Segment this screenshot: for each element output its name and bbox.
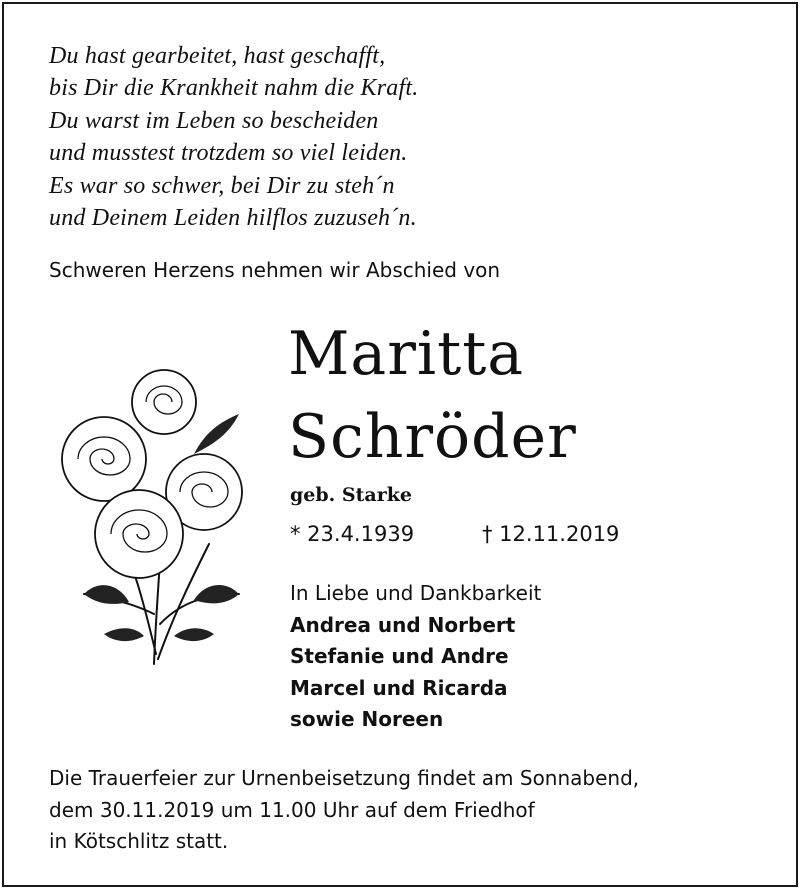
mourner-name: Andrea und Norbert: [290, 612, 516, 637]
farewell-intro: Schweren Herzens nehmen wir Abschied von: [49, 258, 501, 282]
poem-line: Du warst im Leben so bescheiden: [49, 107, 379, 134]
service-line: dem 30.11.2019 um 11.00 Uhr auf dem Friedhof: [49, 797, 535, 822]
mourner-name: sowie Noreen: [290, 707, 444, 731]
mourner-name: Stefanie und Andre: [290, 644, 509, 668]
mourners-list: [290, 578, 541, 736]
roses-illustration-icon: [44, 364, 264, 684]
poem: [49, 40, 418, 234]
mourners-lead: In Liebe und Dankbarkeit: [290, 581, 542, 605]
deceased-first-name: Maritta: [288, 319, 525, 389]
poem-line: und Deinem Leiden hilflos zuzuseh´n.: [49, 205, 417, 232]
birth-name: geb. Starke: [290, 484, 412, 506]
obituary-card: [2, 2, 798, 887]
death-date: † 12.11.2019: [482, 522, 620, 546]
poem-line: und musstest trotzdem so viel leiden.: [49, 140, 408, 167]
poem-line: bis Dir die Krankheit nahm die Kraft.: [49, 75, 419, 102]
poem-line: Es war so schwer, bei Dir zu steh´n: [49, 172, 395, 199]
birth-date: * 23.4.1939: [290, 522, 415, 546]
mourner-name: Marcel und Ricarda: [290, 675, 508, 700]
funeral-service-notice: [49, 763, 639, 858]
poem-line: Du hast gearbeitet, hast geschafft,: [49, 43, 386, 69]
service-line: in Kötschlitz statt.: [49, 829, 229, 853]
service-line: Die Trauerfeier zur Urnenbeisetzung findet am Sonnabend,: [49, 766, 640, 790]
deceased-last-name: Schröder: [288, 402, 577, 472]
